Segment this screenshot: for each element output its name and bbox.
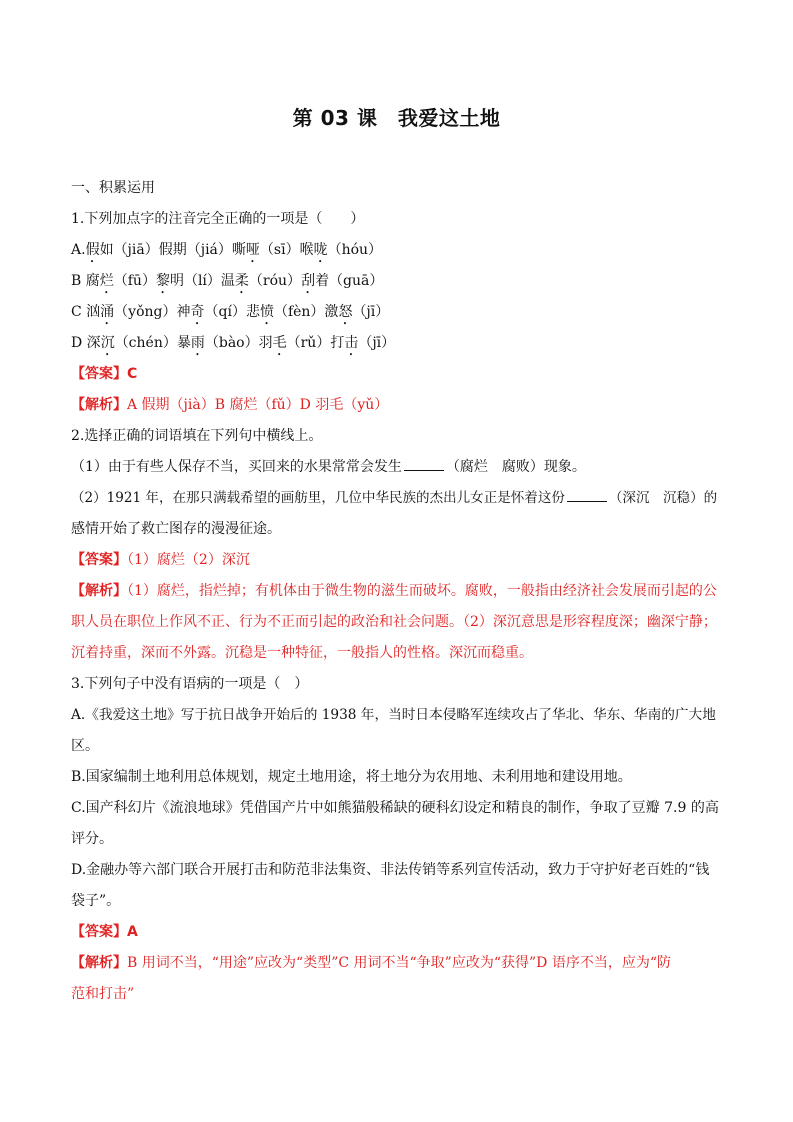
q3-answer: 【答案】A [71, 924, 138, 940]
content [71, 173, 723, 1010]
q1-stem: 1.下列加点字的注音完全正确的一项是（ ） [71, 211, 365, 227]
q3-option-c-2: 评分。 [71, 831, 113, 847]
q3-option-c-1: C.国产科幻片《流浪地球》凭借国产片中如熊猫般稀缺的硬科幻设定和精良的制作，争取了豆瓣 7.9 的高 [71, 800, 719, 816]
fill-blank [567, 487, 607, 502]
fill-blank [404, 456, 444, 471]
q2-analysis-2: 职人员在职位上作风不正、行为不正而引起的政治和社会问题。（2）深沉意思是形容程度深；幽深宁静； [71, 614, 717, 630]
q1-option-a: A.假如（jiā）假期（jiá）嘶哑（sī）喉咙（hóu） [71, 242, 383, 258]
q2-sentence-2-cont: 感情开始了救亡图存的漫漫征途。 [71, 521, 281, 537]
q3-option-d-2: 袋子”。 [71, 893, 121, 909]
page-title: 第 03 课 我爱这土地 [292, 106, 501, 130]
q1-option-d: D 深沉（chén）暴雨（bào）羽毛（rǔ）打击（jī） [71, 335, 396, 351]
q2-analysis-3: 沉着持重，深而不外露。沉稳是一种特征，一般指人的性格。深沉而稳重。 [71, 645, 533, 661]
q3-option-a-1: A.《我爱这土地》写于抗日战争开始后的 1938 年，当时日本侵略军连续攻占了华北、华东、华南的广大地 [71, 707, 716, 723]
q1-answer: 【答案】C [71, 366, 138, 382]
q3-stem: 3.下列句子中没有语病的一项是（ ） [71, 676, 309, 692]
q2-sentence-2: （2）1921 年，在那只满载希望的画舫里，几位中华民族的杰出儿女正是怀着这份 （深沉 沉稳）的 [71, 483, 723, 514]
q1-option-b: B 腐烂（fū）黎明（lí）温柔（róu）刮着（guā） [71, 273, 384, 289]
q1-option-c: C 汹涌（yǒng）神奇（qí）悲愤（fèn）激怒（jī） [71, 304, 390, 320]
q1-analysis: 【解析】A 假期（jià）B 腐烂（fǔ）D 羽毛（yǔ） [71, 397, 389, 413]
q2-answer: 【答案】（1）腐烂（2）深沉 [71, 552, 250, 568]
q3-option-a-2: 区。 [71, 738, 99, 754]
q3-analysis-2: 范和打击” [71, 986, 135, 1002]
q3-option-b: B.国家编制土地利用总体规划，规定土地用途，将土地分为农用地、未利用地和建设用地。 [71, 769, 632, 785]
q2-analysis-1: 【解析】（1）腐烂，指烂掉；有机体由于微生物的滋生而破坏。腐败，一般指由经济社会发展而引起的公 [71, 583, 717, 599]
section-heading: 一、积累运用 [71, 180, 155, 196]
q3-option-d-1: D.金融办等六部门联合开展打击和防范非法集资、非法传销等系列宣传活动，致力于守护好老百姓的“钱 [71, 862, 710, 878]
q3-analysis-1: 【解析】B 用词不当，“用途”应改为“类型”C 用词不当“争取”应改为“获得”D 语序不当，应为“防 [71, 955, 671, 971]
q2-stem: 2.选择正确的词语填在下列句中横线上。 [71, 428, 323, 444]
q2-sentence-1: （1）由于有些人保存不当，买回来的水果常常会发生 （腐烂 腐败）现象。 [71, 452, 723, 483]
